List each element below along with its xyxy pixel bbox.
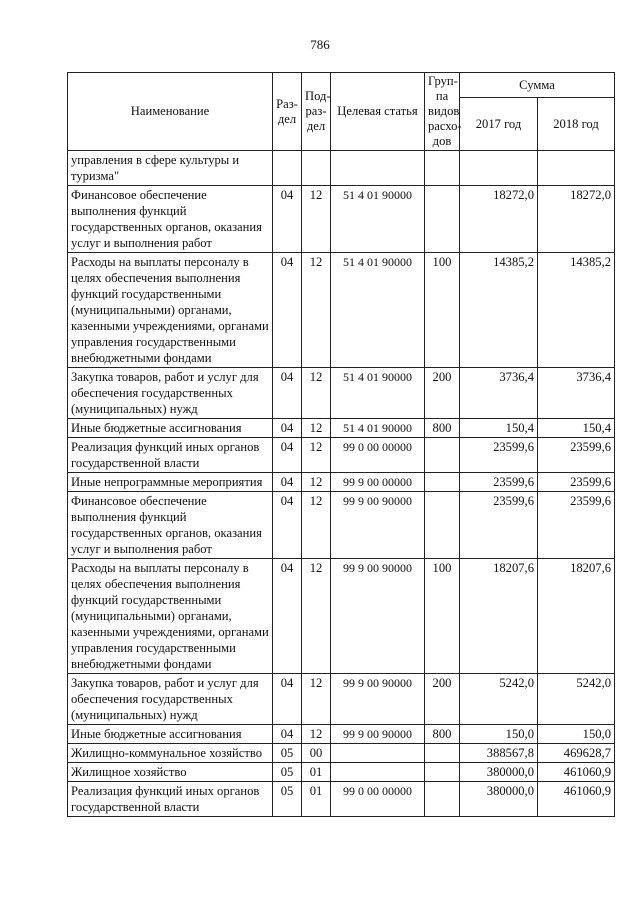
- row-expense-group: [425, 186, 460, 253]
- row-subsection: [302, 151, 331, 186]
- table-row: [68, 253, 615, 368]
- row-target-article: [331, 763, 425, 782]
- row-subsection: 12: [302, 473, 331, 492]
- row-sum-2018: 18207,6: [538, 559, 615, 674]
- row-name: Расходы на выплаты персоналу в целях обеспечения выполнения функций государственными (муниципальными) органами, казенными учреждениями, органами управления государственными внебюджетными фондами: [68, 559, 273, 674]
- row-subsection: 01: [302, 782, 331, 817]
- row-name: Расходы на выплаты персоналу в целях обеспечения выполнения функций государственными (муниципальными) органами, казенными учреждениями, органами управления государственными внебюджетными фондами: [68, 253, 273, 368]
- row-name: управления в сфере культуры и туризма": [68, 151, 273, 186]
- row-subsection: 01: [302, 763, 331, 782]
- row-sum-2017: 14385,2: [460, 253, 538, 368]
- row-expense-group: 800: [425, 419, 460, 438]
- table-row: [68, 368, 615, 419]
- row-subsection: 12: [302, 438, 331, 473]
- row-subsection: 12: [302, 253, 331, 368]
- table-row: [68, 559, 615, 674]
- header-expense-group: Груп-па видов расхо-дов: [425, 73, 460, 151]
- row-section: 04: [273, 186, 302, 253]
- row-target-article: 99 0 00 00000: [331, 782, 425, 817]
- header-sum: Сумма: [460, 73, 615, 98]
- row-section: 04: [273, 473, 302, 492]
- row-expense-group: [425, 744, 460, 763]
- row-sum-2017: 150,0: [460, 725, 538, 744]
- row-subsection: 12: [302, 368, 331, 419]
- row-subsection: 00: [302, 744, 331, 763]
- row-sum-2017: 380000,0: [460, 782, 538, 817]
- row-target-article: 99 9 00 90000: [331, 725, 425, 744]
- row-sum-2018: 14385,2: [538, 253, 615, 368]
- table-row: [68, 725, 615, 744]
- row-name: Финансовое обеспечение выполнения функций государственных органов, оказания услуг и выполнения работ: [68, 186, 273, 253]
- row-target-article: [331, 151, 425, 186]
- header-row: [68, 73, 615, 98]
- row-name: Закупка товаров, работ и услуг для обеспечения государственных (муниципальных) нужд: [68, 368, 273, 419]
- row-expense-group: 800: [425, 725, 460, 744]
- row-sum-2017: 150,4: [460, 419, 538, 438]
- row-sum-2018: 18272,0: [538, 186, 615, 253]
- row-section: 04: [273, 419, 302, 438]
- row-name: Иные бюджетные ассигнования: [68, 725, 273, 744]
- row-sum-2018: 23599,6: [538, 473, 615, 492]
- table-row: [68, 419, 615, 438]
- row-sum-2018: 469628,7: [538, 744, 615, 763]
- row-sum-2017: 380000,0: [460, 763, 538, 782]
- row-sum-2017: 18207,6: [460, 559, 538, 674]
- row-target-article: 99 9 00 00000: [331, 473, 425, 492]
- row-name: Жилищное хозяйство: [68, 763, 273, 782]
- row-target-article: 51 4 01 90000: [331, 186, 425, 253]
- table-row: [68, 763, 615, 782]
- row-sum-2018: 5242,0: [538, 674, 615, 725]
- row-expense-group: [425, 438, 460, 473]
- row-section: 04: [273, 368, 302, 419]
- row-sum-2017: [460, 151, 538, 186]
- row-target-article: 51 4 01 90000: [331, 253, 425, 368]
- row-name: Жилищно-коммунальное хозяйство: [68, 744, 273, 763]
- row-subsection: 12: [302, 725, 331, 744]
- row-expense-group: 100: [425, 253, 460, 368]
- row-sum-2018: [538, 151, 615, 186]
- row-sum-2017: 18272,0: [460, 186, 538, 253]
- row-expense-group: 100: [425, 559, 460, 674]
- row-name: Реализация функций иных органов государственной власти: [68, 438, 273, 473]
- table-row: [68, 151, 615, 186]
- row-name: Иные бюджетные ассигнования: [68, 419, 273, 438]
- row-target-article: 99 9 00 90000: [331, 559, 425, 674]
- row-section: 05: [273, 782, 302, 817]
- header-section: Раз-дел: [273, 73, 302, 151]
- row-expense-group: 200: [425, 674, 460, 725]
- row-expense-group: 200: [425, 368, 460, 419]
- row-section: 05: [273, 763, 302, 782]
- budget-table: [67, 72, 615, 817]
- row-subsection: 12: [302, 419, 331, 438]
- row-expense-group: [425, 473, 460, 492]
- row-sum-2018: 461060,9: [538, 763, 615, 782]
- row-name: Иные непрограммные мероприятия: [68, 473, 273, 492]
- row-sum-2017: 23599,6: [460, 473, 538, 492]
- row-sum-2018: 150,4: [538, 419, 615, 438]
- row-target-article: [331, 744, 425, 763]
- table-row: [68, 473, 615, 492]
- row-expense-group: [425, 763, 460, 782]
- table-row: [68, 674, 615, 725]
- row-target-article: 51 4 01 90000: [331, 419, 425, 438]
- row-section: [273, 151, 302, 186]
- row-sum-2018: 3736,4: [538, 368, 615, 419]
- row-section: 04: [273, 492, 302, 559]
- row-section: 04: [273, 725, 302, 744]
- row-target-article: 99 9 00 90000: [331, 492, 425, 559]
- row-sum-2017: 388567,8: [460, 744, 538, 763]
- row-sum-2018: 461060,9: [538, 782, 615, 817]
- row-subsection: 12: [302, 186, 331, 253]
- row-section: 04: [273, 253, 302, 368]
- row-name: Финансовое обеспечение выполнения функций государственных органов, оказания услуг и выполнения работ: [68, 492, 273, 559]
- header-year-2017: 2017 год: [460, 98, 538, 151]
- row-section: 04: [273, 674, 302, 725]
- row-target-article: 99 0 00 00000: [331, 438, 425, 473]
- row-subsection: 12: [302, 559, 331, 674]
- row-sum-2017: 3736,4: [460, 368, 538, 419]
- row-name: Реализация функций иных органов государственной власти: [68, 782, 273, 817]
- table-row: [68, 744, 615, 763]
- table-row: [68, 782, 615, 817]
- table-row: [68, 186, 615, 253]
- row-sum-2018: 150,0: [538, 725, 615, 744]
- row-expense-group: [425, 782, 460, 817]
- row-target-article: 99 9 00 90000: [331, 674, 425, 725]
- header-year-2018: 2018 год: [538, 98, 615, 151]
- row-section: 05: [273, 744, 302, 763]
- row-sum-2017: 23599,6: [460, 438, 538, 473]
- row-sum-2018: 23599,6: [538, 438, 615, 473]
- header-subsection: Под-раз-дел: [302, 73, 331, 151]
- row-expense-group: [425, 151, 460, 186]
- row-section: 04: [273, 559, 302, 674]
- row-sum-2017: 5242,0: [460, 674, 538, 725]
- table-row: [68, 438, 615, 473]
- row-name: Закупка товаров, работ и услуг для обеспечения государственных (муниципальных) нужд: [68, 674, 273, 725]
- row-section: 04: [273, 438, 302, 473]
- header-name: Наименование: [68, 73, 273, 151]
- page-number: 786: [310, 37, 330, 52]
- row-sum-2018: 23599,6: [538, 492, 615, 559]
- row-subsection: 12: [302, 674, 331, 725]
- table-row: [68, 492, 615, 559]
- header-target-article: Целевая статья: [331, 73, 425, 151]
- row-sum-2017: 23599,6: [460, 492, 538, 559]
- row-target-article: 51 4 01 90000: [331, 368, 425, 419]
- row-expense-group: [425, 492, 460, 559]
- row-subsection: 12: [302, 492, 331, 559]
